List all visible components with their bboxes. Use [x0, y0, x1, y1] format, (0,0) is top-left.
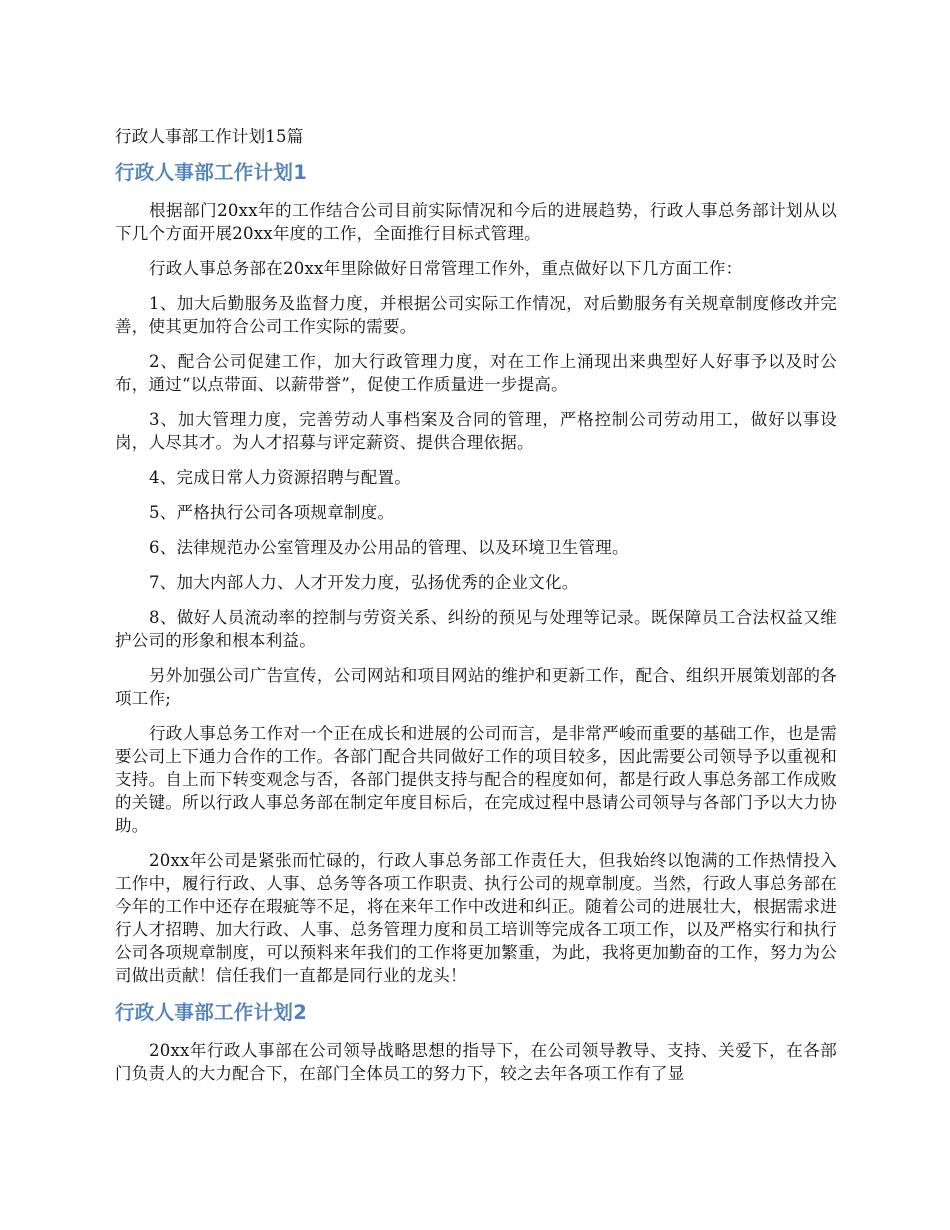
- paragraph: 行政人事总务工作对一个正在成长和进展的公司而言，是非常严峻而重要的基础工作，也是需要公司上下通力合作的工作。各部门配合共同做好工作的项目较多，因此需要公司领导予以重视和支持。自上而下转变观念与否，各部门提供支持与配合的程度如何，都是行政人事总务部工作成败的关键。所以行政人事总务部在制定年度目标后，在完成过程中恳请公司领导与各部门予以大力协助。: [115, 724, 837, 835]
- paragraph: 另外加强公司广告宣传，公司网站和项目网站的维护和更新工作，配合、组织开展策划部的各项工作;: [115, 666, 837, 708]
- list-paragraph-3: 3、加大管理力度，完善劳动人事档案及合同的管理，严格控制公司劳动用工，做好以事设岗，人尽其才。为人才招募与评定薪资、提供合理依据。: [115, 410, 837, 452]
- paragraph: 行政人事总务部在20xx年里除做好日常管理工作外，重点做好以下几方面工作：: [149, 259, 743, 278]
- paragraph: 20xx年行政人事部在公司领导战略思想的指导下，在公司领导教导、支持、关爱下，在各部门负责人的大力配合下，在部门全体员工的努力下，较之去年各项工作有了显: [115, 1041, 837, 1083]
- list-paragraph-5: 5、严格执行公司各项规章制度。: [149, 503, 395, 522]
- document-title: 行政人事部工作计划15篇: [115, 127, 304, 146]
- list-paragraph-7: 7、加大内部人力、人才开发力度，弘扬优秀的企业文化。: [149, 573, 579, 592]
- section-2: [115, 999, 837, 1085]
- section-heading: 行政人事部工作计划1: [115, 161, 308, 184]
- section-1: [115, 159, 837, 987]
- list-paragraph-4: 4、完成日常人力资源招聘与配置。: [149, 468, 411, 487]
- list-paragraph-6: 6、法律规范办公室管理及办公用品的管理、以及环境卫生管理。: [149, 538, 629, 557]
- list-paragraph-2: 2、配合公司促建工作，加大行政管理力度，对在工作上涌现出来典型好人好事予以及时公布，通过“以点带面、以薪带誉”，促使工作质量进一步提高。: [115, 352, 837, 394]
- list-paragraph-1: 1、加大后勤服务及监督力度，并根据公司实际工作情况，对后勤服务有关规章制度修改并完善，使其更加符合公司工作实际的需要。: [115, 294, 837, 336]
- paragraph: 根据部门20xx年的工作结合公司目前实际情况和今后的进展趋势，行政人事总务部计划从以下几个方面开展20xx年度的工作，全面推行目标式管理。: [115, 201, 837, 243]
- paragraph: 20xx年公司是紧张而忙碌的，行政人事总务部工作责任大，但我始终以饱满的工作热情投入工作中，履行行政、人事、总务等各项工作职责、执行公司的规章制度。当然，行政人事总务部在今年的工作中还存在瑕疵等不足，将在来年工作中改进和纠正。随着公司的进展壮大，根据需求进行人才招聘、加大行政、人事、总务管理力度和员工培训等完成各工项工作，以及严格实行和执行公司各项规章制度，可以预料来年我们的工作将更加繁重，为此，我将更加勤奋的工作，努力为公司做出贡献！信任我们一直都是同行业的龙头！: [115, 851, 837, 985]
- section-heading: 行政人事部工作计划2: [115, 1001, 308, 1024]
- document-body: [115, 123, 837, 1097]
- list-paragraph-8: 8、做好人员流动率的控制与劳资关系、纠纷的预见与处理等记录。既保障员工合法权益又维护公司的形象和根本利益。: [115, 608, 837, 650]
